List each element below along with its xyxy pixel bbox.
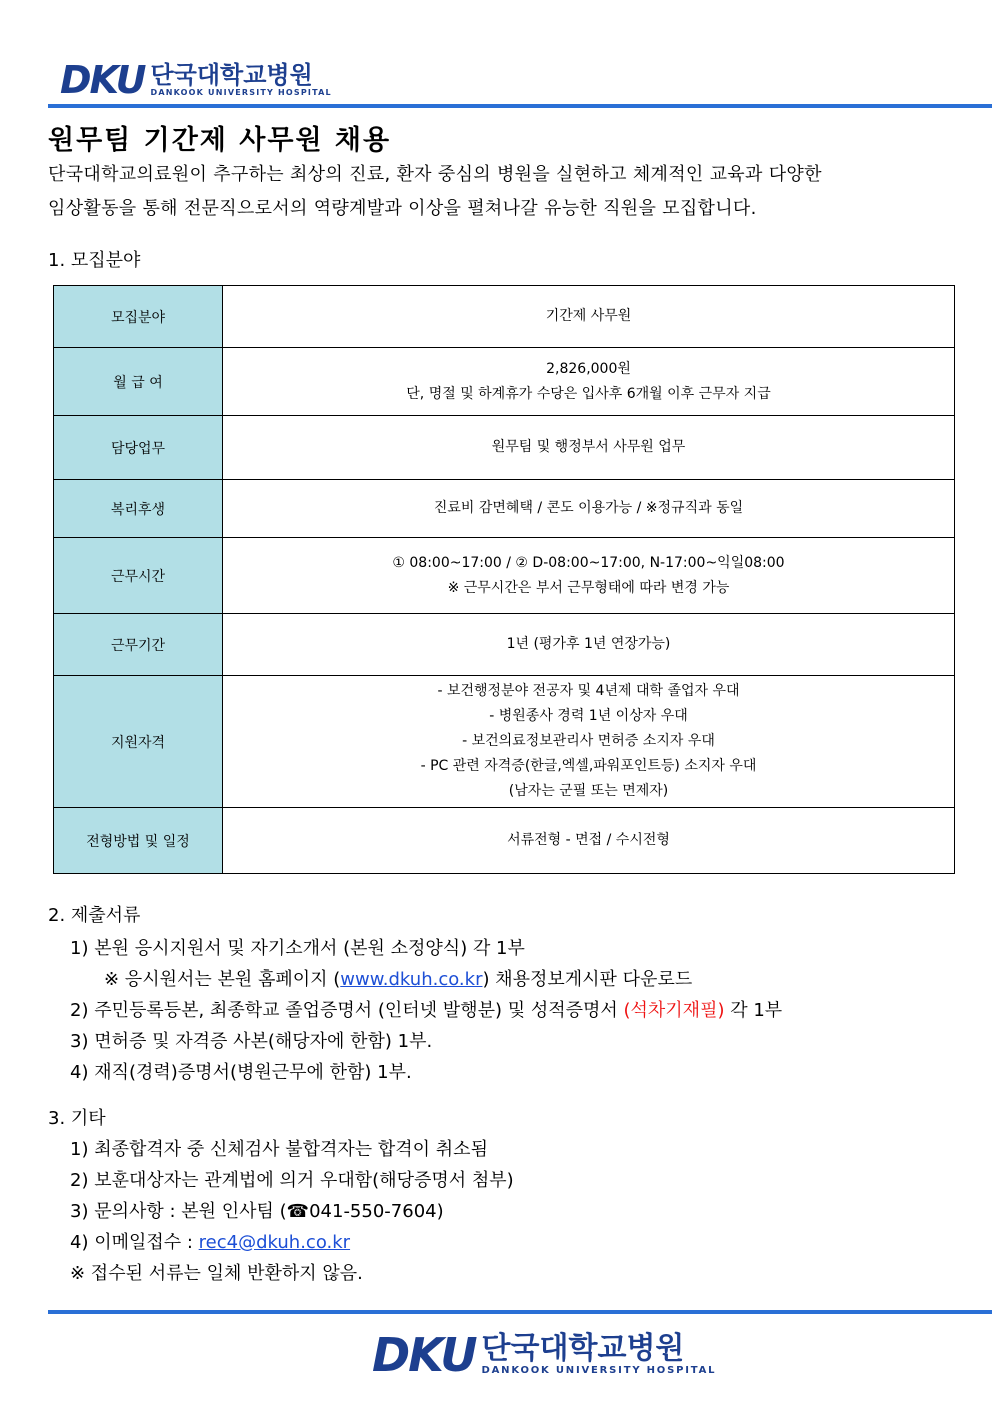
intro-line: 임상활동을 통해 전문직으로서의 역량계발과 이상을 펼쳐나갈 유능한 직원을 모집합니다.	[48, 198, 757, 219]
qualification-line: - 보건행정분야 전공자 및 4년제 대학 졸업자 우대	[437, 683, 740, 699]
row-value	[223, 348, 955, 416]
qualification-line: - 병원종사 경력 1년 이상자 우대	[489, 708, 688, 724]
section-heading-recruit: 1. 모집분야	[48, 250, 141, 271]
table-row	[54, 808, 955, 874]
table-row	[54, 480, 955, 538]
row-value: 진료비 감면혜택 / 콘도 이용가능 / ※정규직과 동일	[223, 480, 955, 538]
table-row	[54, 676, 955, 808]
intro-line: 단국대학교의료원이 추구하는 최상의 진료, 환자 중심의 병원을 실현하고 체계적인 교육과 다양한	[48, 164, 822, 185]
row-value	[223, 676, 955, 808]
table-row	[54, 416, 955, 480]
list-item	[70, 1227, 514, 1258]
list-item: 4) 재직(경력)증명서(병원근무에 한함) 1부.	[70, 1062, 412, 1083]
dku-logo-mark: DKU	[60, 58, 145, 102]
documents-list	[70, 933, 782, 1088]
row-value: 기간제 사무원	[223, 286, 955, 348]
header-divider	[48, 104, 992, 108]
row-label: 지원자격	[54, 676, 223, 808]
qualification-line: - PC 관련 자격증(한글,엑셀,파워포인트등) 소지자 우대	[420, 758, 757, 774]
section-heading-documents: 2. 제출서류	[48, 905, 141, 926]
row-value: 서류전형 - 면접 / 수시전형	[223, 808, 955, 874]
work-hours-note: ※ 근무시간은 부서 근무형태에 따라 변경 가능	[447, 579, 730, 596]
homepage-link[interactable]: www.dkuh.co.kr	[340, 969, 483, 990]
row-label: 전형방법 및 일정	[54, 808, 223, 874]
list-item: 2) 보훈대상자는 관계법에 의거 우대함(해당증명서 첨부)	[70, 1170, 514, 1191]
email-link[interactable]: rec4@dkuh.co.kr	[198, 1232, 351, 1253]
intro-paragraph	[48, 158, 948, 226]
list-item-text: 2) 주민등록등본, 최종학교 졸업증명서 (인터넷 발행분) 및 성적증명서	[70, 1000, 624, 1021]
list-item	[70, 964, 782, 995]
row-value	[223, 538, 955, 614]
logo-name-en: DANKOOK UNIVERSITY HOSPITAL	[481, 1365, 717, 1376]
header-logo	[60, 58, 332, 102]
required-note: (석차기재필)	[623, 1000, 725, 1021]
logo-name-en: DANKOOK UNIVERSITY HOSPITAL	[150, 88, 332, 97]
list-item: 1) 최종합격자 중 신체검사 불합격자는 합격이 취소됨	[70, 1139, 488, 1160]
work-hours-line: ① 08:00~17:00 / ② D-08:00~17:00, N-17:00~익일08:00	[392, 554, 785, 571]
qualification-line: - 보건의료정보관리사 면허증 소지자 우대	[462, 733, 715, 749]
row-label: 담당업무	[54, 416, 223, 480]
logo-name-ko: 단국대학교병원	[481, 1331, 685, 1366]
row-label: 복리후생	[54, 480, 223, 538]
etc-list	[70, 1134, 514, 1289]
row-label: 근무시간	[54, 538, 223, 614]
list-item: 3) 면허증 및 자격증 사본(해당자에 한함) 1부.	[70, 1031, 433, 1052]
list-item-text: 4) 이메일접수 :	[70, 1232, 199, 1253]
list-item-text: 각 1부	[724, 1000, 783, 1021]
recruit-table	[53, 285, 955, 874]
table-row	[54, 286, 955, 348]
table-row	[54, 348, 955, 416]
list-item-text: ※ 응시원서는 본원 홈페이지 (	[104, 969, 341, 990]
list-item-text: ) 채용정보게시판 다운로드	[482, 969, 693, 990]
footer-logo	[372, 1328, 717, 1382]
section-heading-etc: 3. 기타	[48, 1108, 106, 1129]
row-value: 원무팀 및 행정부서 사무원 업무	[223, 416, 955, 480]
list-item: ※ 접수된 서류는 일체 반환하지 않음.	[70, 1263, 363, 1284]
list-item: 1) 본원 응시지원서 및 자기소개서 (본원 소정양식) 각 1부	[70, 938, 525, 959]
dku-logo-mark: DKU	[372, 1328, 476, 1382]
row-label: 근무기간	[54, 614, 223, 676]
row-label: 월 급 여	[54, 348, 223, 416]
list-item: 3) 문의사항 : 본원 인사팀 (☎041-550-7604)	[70, 1201, 444, 1222]
row-value: 1년 (평가후 1년 연장가능)	[223, 614, 955, 676]
table-row	[54, 538, 955, 614]
qualification-line: (남자는 군필 또는 면제자)	[508, 783, 669, 799]
list-item	[70, 995, 782, 1026]
page-title: 원무팀 기간제 사무원 채용	[48, 125, 392, 156]
salary-note: 단, 명절 및 하계휴가 수당은 입사후 6개월 이후 근무자 지급	[406, 385, 771, 402]
footer-divider	[48, 1310, 992, 1314]
row-label: 모집분야	[54, 286, 223, 348]
logo-name-ko: 단국대학교병원	[150, 61, 313, 89]
table-row	[54, 614, 955, 676]
salary-amount: 2,826,000원	[546, 360, 631, 377]
